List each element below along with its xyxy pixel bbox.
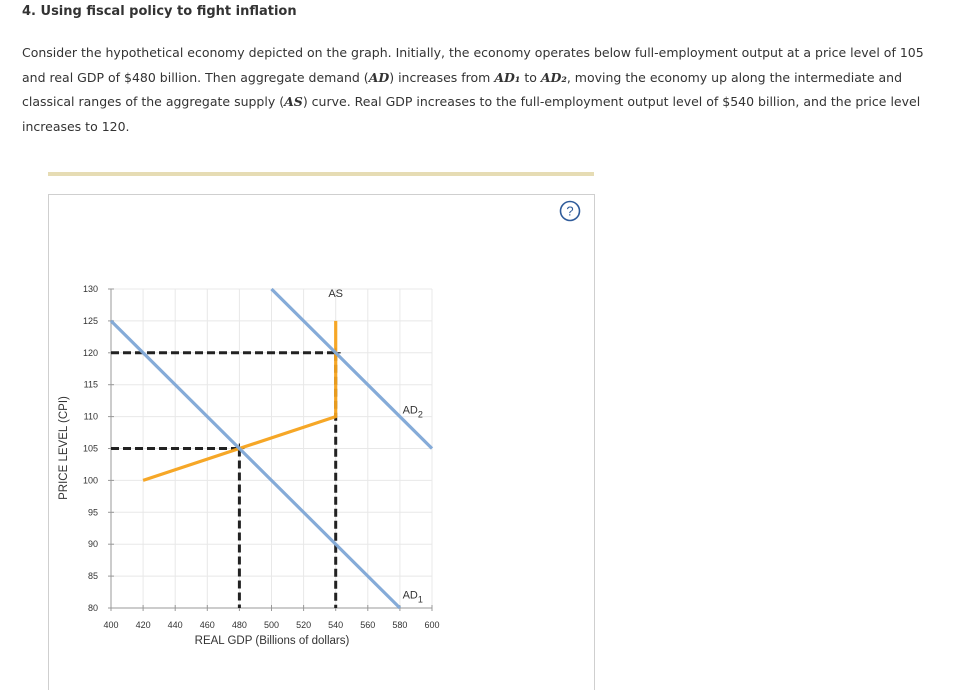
math-term: AS: [284, 94, 303, 109]
y-tick-label: 80: [87, 603, 98, 613]
x-tick-label: 500: [263, 620, 280, 630]
y-tick-label: 95: [87, 507, 98, 518]
text-segment: ) increases from: [389, 69, 495, 85]
math-term: AD₂: [540, 69, 567, 85]
text-segment: Consider the hypothetical economy depicted on the graph. Initially, the economy operates below full-employment output at a price level of 105 and real GDP of $480 billion. Then aggregate demand (: [22, 45, 924, 85]
ad1-label: $AD_1$: [402, 589, 423, 605]
ad2-label: $AD_2$: [402, 404, 423, 420]
ad1-label-subscript: 1: [417, 594, 423, 605]
x-tick-label: 400: [103, 620, 119, 630]
y-tick-label: 105: [82, 443, 98, 454]
x-tick-label: 600: [424, 620, 440, 630]
text-segment: ) curve. Real GDP increases to the full-employment output level of $540 billion, and the price level increases to 120.: [22, 94, 921, 134]
x-tick-label: 440: [167, 620, 183, 630]
x-tick-label: 560: [360, 620, 376, 630]
help-icon[interactable]: [559, 200, 581, 222]
x-tick-label: 420: [135, 620, 151, 630]
reference-lines: [111, 348, 341, 608]
x-tick-label: 460: [199, 620, 215, 630]
chart-ticks: [83, 284, 440, 630]
ad2-label-subscript: 2: [417, 409, 423, 420]
y-tick-label: 120: [82, 347, 98, 358]
ad-as-chart: [48, 270, 468, 660]
text-segment: , moving the economy up along the intermediate and classical ranges of the aggregate supply (: [22, 69, 902, 109]
y-tick-label: 110: [83, 411, 98, 422]
text-segment: to: [520, 69, 541, 85]
ad1-curve: [111, 321, 400, 608]
as-label: AS: [328, 288, 344, 301]
divider-rule: [48, 172, 594, 176]
x-tick-label: 540: [328, 620, 344, 630]
y-tick-label: 130: [82, 284, 98, 294]
series-labels: [328, 288, 423, 604]
y-tick-label: 100: [82, 475, 98, 486]
x-tick-label: 520: [296, 620, 312, 630]
y-tick-label: 115: [83, 379, 98, 390]
y-axis-label: PRICE LEVEL (CPI): [58, 396, 70, 500]
y-tick-label: 125: [82, 315, 98, 326]
x-axis-label: REAL GDP (Billions of dollars): [194, 635, 350, 647]
question-title: 4. Using fiscal policy to fight inflation: [22, 4, 297, 19]
y-tick-label: 90: [87, 539, 98, 550]
y-tick-label: 85: [87, 571, 98, 582]
question-text: [22, 41, 927, 139]
x-tick-label: 580: [392, 620, 408, 630]
ad2-curve: [272, 289, 433, 449]
help-icon-glyph: ?: [566, 203, 574, 219]
math-term: AD: [368, 69, 390, 85]
math-term: AD₁: [494, 69, 521, 85]
x-tick-label: 480: [231, 620, 247, 630]
